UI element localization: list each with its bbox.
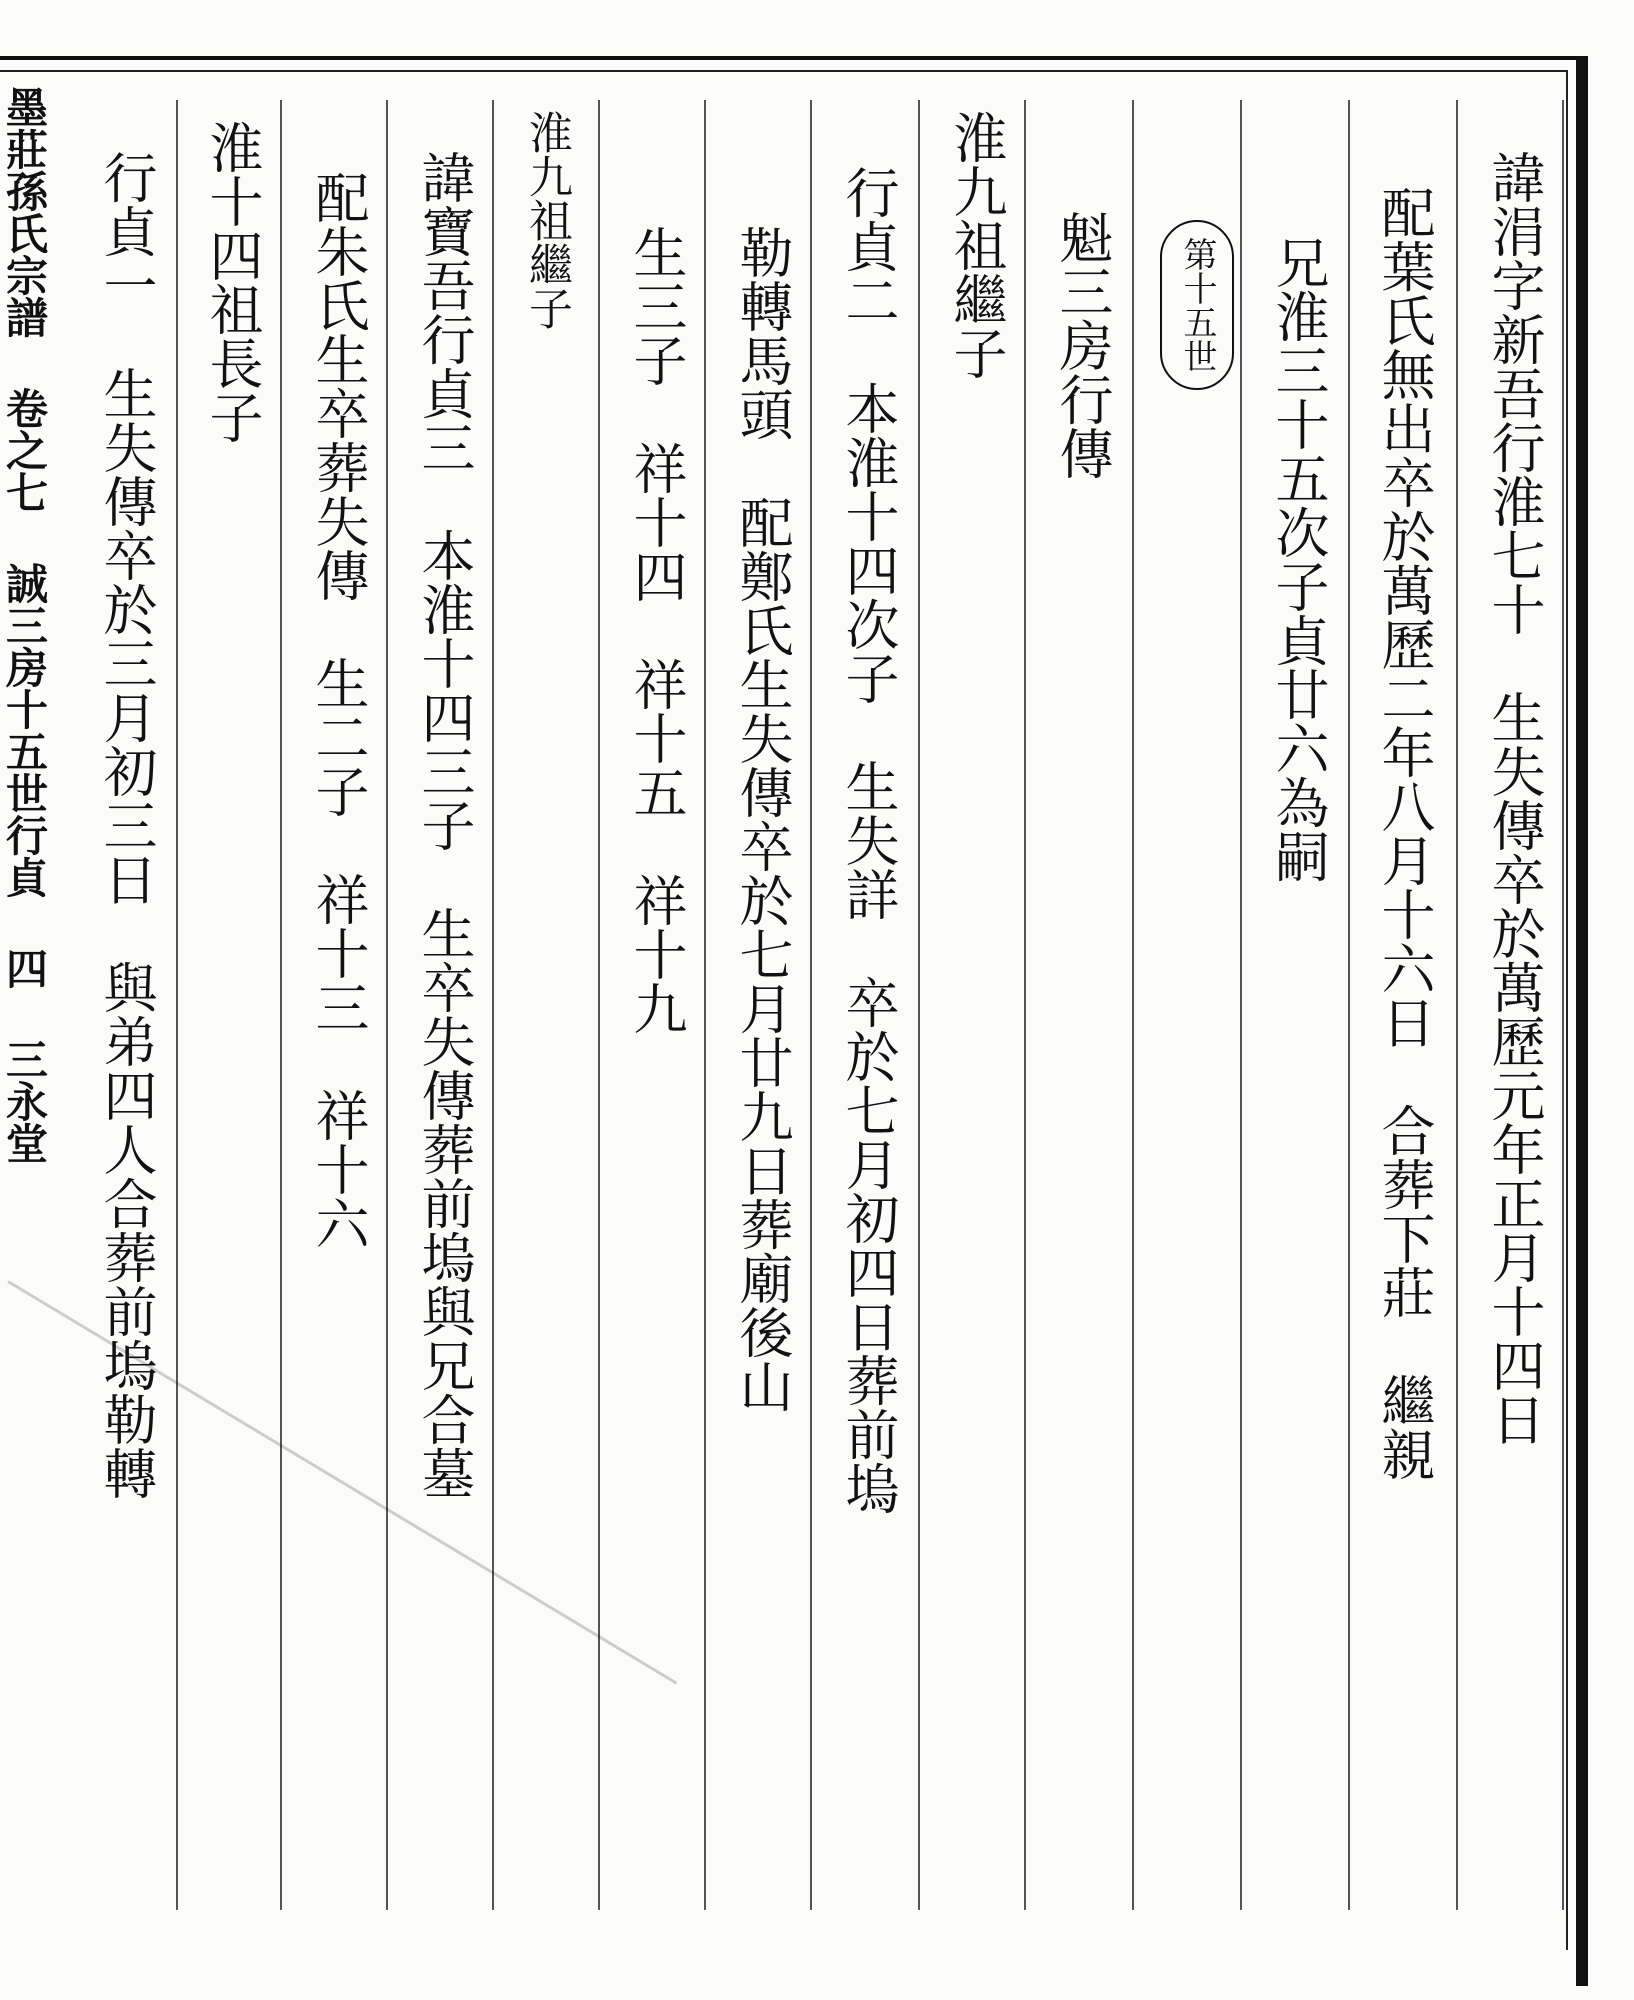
column-rule [1456, 100, 1458, 1910]
text-column: 勒轉馬頭 配鄭氏生失傳卒於七月廿九日葬廟後山 [731, 225, 794, 1413]
text-column: 淮九祖繼子 [945, 110, 1008, 380]
column-rule [1562, 100, 1564, 1910]
column-rule [1240, 100, 1242, 1910]
column-rule [810, 100, 812, 1910]
column-rule [918, 100, 920, 1910]
text-column: 兄淮三十五次子貞廿六為嗣 [1267, 235, 1330, 883]
text-column: 諱涓字新吾行淮七十 生失傳卒於萬歷元年正月十四日 [1483, 150, 1546, 1446]
text-column: 生三子 祥十四 祥十五 祥十九 [625, 225, 688, 1035]
text-column: 淮九祖繼子 [521, 110, 572, 330]
generation-badge: 第十五世 [1160, 220, 1234, 390]
column-rule [1348, 100, 1350, 1910]
text-column: 魁三房行傳 [1051, 210, 1114, 480]
text-column: 配朱氏生卒葬失傳 生二子 祥十三 祥十六 [307, 170, 370, 1250]
text-column: 諱寶吾行貞三 本淮十四三子 生卒失傳葬前塢與兄合墓 [413, 150, 476, 1500]
text-column: 淮十四祖長子 [201, 120, 264, 444]
column-rule [1132, 100, 1134, 1910]
column-rule [704, 100, 706, 1910]
text-column: 配葉氏無出卒於萬歷二年八月十六日 合葬下莊 繼親 [1373, 185, 1436, 1481]
column-rule [1024, 100, 1026, 1910]
column-rule [386, 100, 388, 1910]
margin-title: 墨莊孫氏宗譜 卷之七 誠三房十五世行貞 四 三永堂 [0, 86, 49, 1164]
column-rule [492, 100, 494, 1910]
column-rule [176, 100, 178, 1910]
column-rule [280, 100, 282, 1910]
text-column: 行貞二 本淮十四次子 生失詳 卒於七月初四日葬前塢 [837, 165, 900, 1515]
text-column: 行貞一 生失傳卒於三月初三日 與弟四人合葬前塢勒轉 [95, 150, 158, 1500]
